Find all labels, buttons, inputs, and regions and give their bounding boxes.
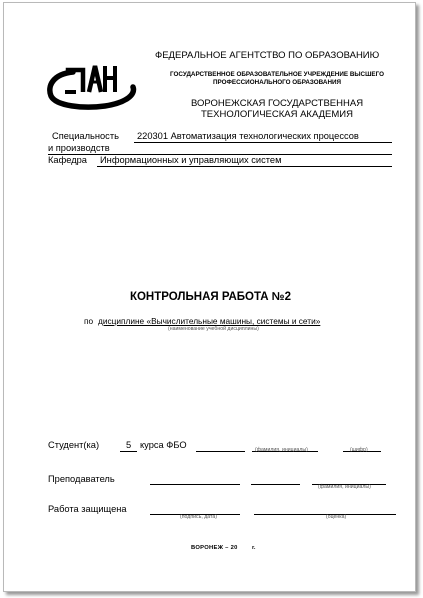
student-line-1 bbox=[196, 451, 245, 452]
institution-line-1: ГОСУДАРСТВЕННОЕ ОБРАЗОВАТЕЛЬНОЕ УЧРЕЖДЕНИЕ ВЫСШЕГО bbox=[170, 71, 384, 78]
discipline-name: дисциплине «Вычислительные машины, системы и сети» bbox=[98, 316, 321, 326]
course-text: курса ФБО bbox=[140, 440, 187, 450]
course-number-underline bbox=[120, 451, 137, 452]
specialty-underline-1 bbox=[134, 142, 392, 143]
department-underline bbox=[97, 166, 392, 167]
department-label: Кафедра bbox=[48, 155, 87, 165]
defense-grade-line bbox=[254, 514, 396, 515]
academy-name-line-1: ВОРОНЕЖСКАЯ ГОСУДАРСТВЕННАЯ bbox=[190, 98, 364, 109]
defense-grade-caption: (оценка) bbox=[326, 514, 347, 520]
discipline-prefix: по bbox=[84, 316, 94, 326]
student-name-caption: (фамилия, инициалы) bbox=[255, 447, 308, 453]
footer-city-year: ВОРОНЕЖ – 20 bbox=[191, 545, 238, 551]
defense-label: Работа защищена bbox=[48, 504, 127, 514]
defense-signature-caption: (подпись, дата) bbox=[180, 514, 217, 520]
institution-line-2: ПРОФЕССИОНАЛЬНОГО ОБРАЗОВАНИЯ bbox=[212, 79, 342, 86]
student-label: Студент(ка) bbox=[48, 440, 100, 450]
course-number: 5 bbox=[126, 440, 132, 450]
specialty-value-line-2: и производств bbox=[48, 143, 110, 153]
specialty-label: Специальность bbox=[52, 131, 119, 141]
teacher-line-2 bbox=[251, 484, 300, 485]
work-title: КОНТРОЛЬНАЯ РАБОТА №2 bbox=[129, 291, 292, 303]
teacher-line-1 bbox=[150, 484, 240, 485]
agency-name: ФЕДЕРАЛЬНОЕ АГЕНТСТВО ПО ОБРАЗОВАНИЮ bbox=[155, 50, 380, 61]
teacher-name-caption: (фамилия, инициалы) bbox=[318, 484, 371, 490]
specialty-value-line-1: 220301 Автоматизация технологических процессов bbox=[137, 131, 359, 141]
academy-name-line-2: ТЕХНОЛОГИЧЕСКАЯ АКАДЕМИЯ bbox=[200, 109, 353, 120]
teacher-label: Преподаватель bbox=[48, 474, 115, 484]
footer-year-suffix: г. bbox=[252, 545, 256, 551]
discipline-caption: (наименование учебной дисциплины) bbox=[168, 326, 259, 332]
department-value: Информационных и управляющих систем bbox=[100, 155, 282, 165]
student-code-caption: (шифр) bbox=[350, 447, 368, 453]
academy-logo bbox=[43, 62, 139, 112]
